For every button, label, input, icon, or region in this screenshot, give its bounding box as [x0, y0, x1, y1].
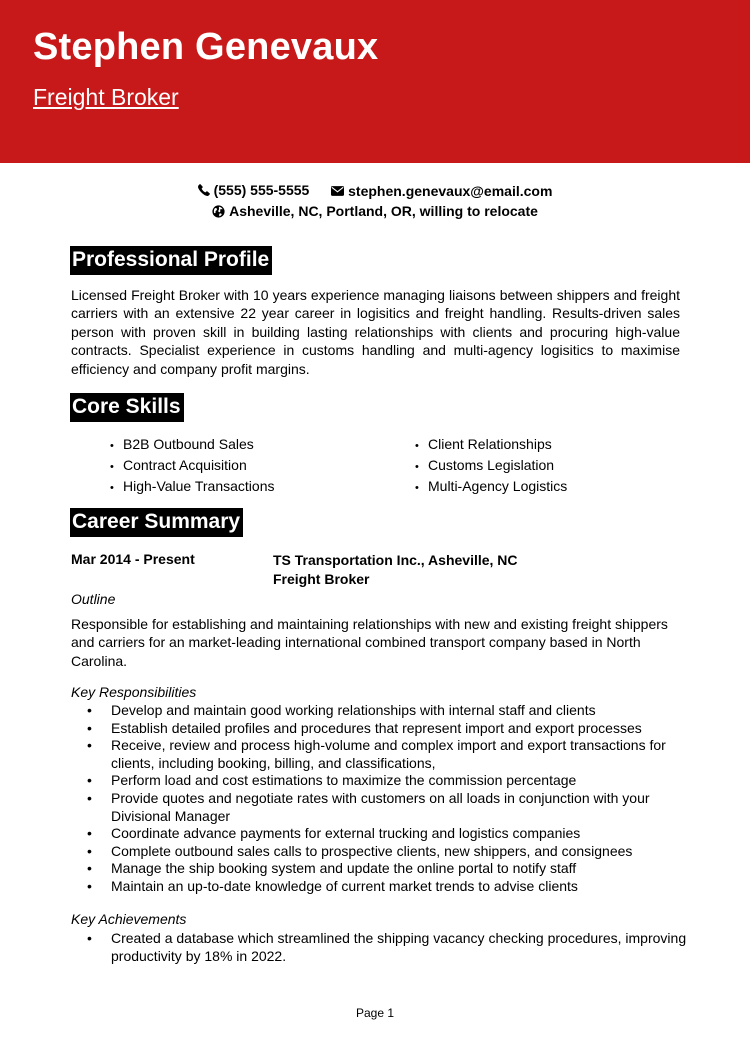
skills-list-left	[110, 435, 274, 498]
career-heading: Career Summary	[70, 508, 243, 537]
skills-list-right	[415, 435, 567, 498]
location-text: Asheville, NC, Portland, OR, willing to relocate	[229, 203, 538, 219]
skill-item: • Customs Legislation	[415, 456, 567, 477]
achievements-list	[71, 930, 691, 965]
candidate-name: Stephen Genevaux	[33, 26, 379, 68]
list-item: • Created a database which streamlined the shipping vacancy checking procedures, improving productivity by 18% in 2022.	[71, 930, 691, 965]
email-item	[331, 183, 552, 199]
skill-item: • Multi-Agency Logistics	[415, 477, 567, 498]
list-item: • Coordinate advance payments for external trucking and logistics companies	[71, 825, 691, 843]
phone-icon	[198, 184, 210, 196]
skills-heading: Core Skills	[70, 393, 184, 422]
contact-line-2	[0, 203, 750, 221]
list-item: • Maintain an up-to-date knowledge of current market trends to advise clients	[71, 878, 691, 896]
header-banner	[0, 0, 750, 163]
globe-icon	[212, 205, 225, 218]
profile-heading: Professional Profile	[70, 246, 272, 275]
list-item: • Receive, review and process high-volume and complex import and export transactions for clients, including booking, billing, and classifications,	[71, 737, 691, 772]
job-position: Freight Broker	[273, 570, 370, 587]
skill-item: • Contract Acquisition	[110, 456, 274, 477]
job-header	[273, 551, 518, 588]
job-company: TS Transportation Inc., Asheville, NC	[273, 552, 518, 568]
list-item: • Establish detailed profiles and procedures that represent import and export processes	[71, 720, 691, 738]
profile-text: Licensed Freight Broker with 10 years experience managing liaisons between shippers and freight carriers with an extensive 22 year career in logisitics and freight handling. Results-driven sales person with proven skill in building lasting relationships with clients and procuring high-value contracts. Specialist experience in customs handling and multi-agency logisitics to maximise efficiency and company profit margins.	[71, 287, 680, 377]
phone-number: (555) 555-5555	[213, 182, 310, 198]
responsibilities-list	[71, 702, 691, 896]
achievements-label: Key Achievements	[71, 911, 187, 927]
list-item: • Perform load and cost estimations to maximize the commission percentage	[71, 772, 691, 790]
skill-item: • High-Value Transactions	[110, 477, 274, 498]
responsibilities-label: Key Responsibilities	[71, 684, 197, 700]
phone-item	[198, 182, 310, 198]
list-item: • Manage the ship booking system and update the online portal to notify staff	[71, 860, 691, 878]
candidate-role: Freight Broker	[33, 84, 179, 110]
job-dates: Mar 2014 - Present	[71, 551, 195, 567]
outline-label: Outline	[71, 591, 116, 607]
list-item: • Develop and maintain good working relationships with internal staff and clients	[71, 702, 691, 720]
email-address: stephen.genevaux@email.com	[348, 183, 553, 199]
location-item	[212, 203, 538, 219]
skill-item: • Client Relationships	[415, 435, 567, 456]
page-number: Page 1	[355, 1006, 395, 1020]
list-item: • Complete outbound sales calls to prospective clients, new shippers, and consignees	[71, 843, 691, 861]
outline-text: Responsible for establishing and maintaining relationships with new and existing freight shippers and carriers for an market-leading international combined transport company based in North Carolina.	[71, 616, 668, 669]
contact-line-1	[0, 182, 750, 199]
list-item: • Provide quotes and negotiate rates with customers on all loads in conjunction with your Divisional Manager	[71, 790, 691, 825]
skill-item: • B2B Outbound Sales	[110, 435, 274, 456]
envelope-icon	[331, 186, 344, 196]
